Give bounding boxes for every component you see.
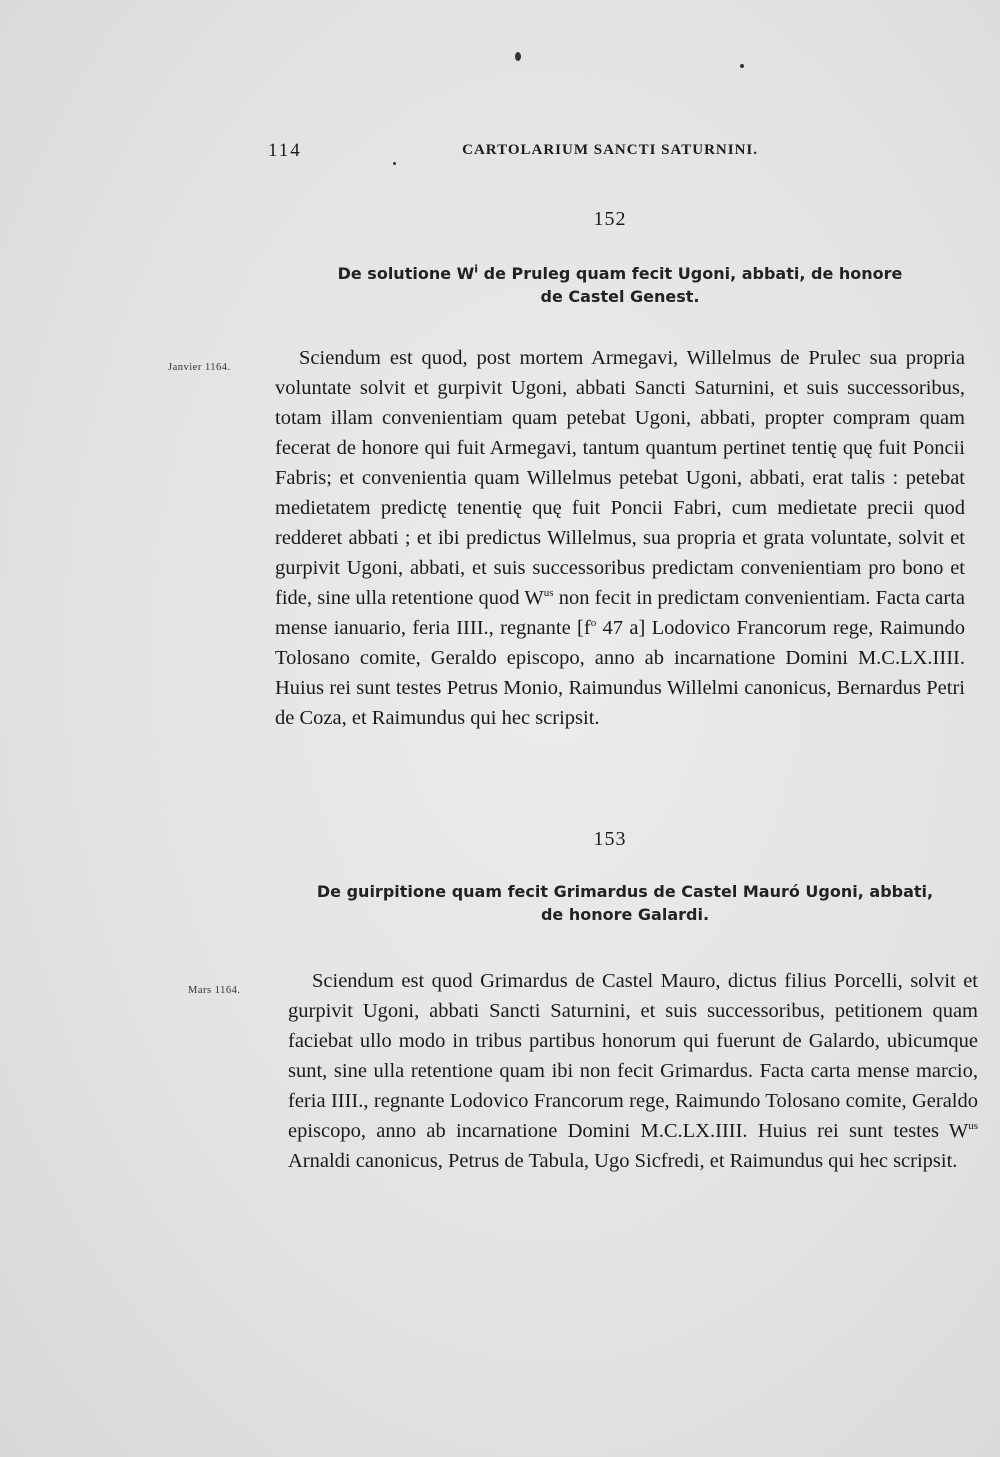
charter-title-line: de honore Galardi.	[540, 905, 710, 924]
ink-speck	[740, 64, 744, 68]
margin-date: Mars 1164.	[188, 985, 241, 996]
running-title: CARTOLARIUM SANCTI SATURNINI.	[462, 142, 758, 158]
charter-title	[280, 880, 970, 926]
charter-number: 153	[593, 828, 627, 850]
charter-number: 152	[593, 208, 627, 230]
charter-title-line	[280, 262, 960, 285]
body-text: 47 a] Lodovico Francorum rege, Raimundo Tolosano comite, Geraldo episcopo, anno ab incarnatione Domini M.C.LX.IIII. Huius rei sunt testes Petrus Monio, Raimundus Willelmi canonicus, Bernardus Petri de Coza, et Raimundus qui hec scripsit.	[275, 617, 965, 729]
title-text: de Pruleg quam fecit Ugoni, abbati, de honore	[478, 264, 903, 283]
body-text: Sciendum est quod, post mortem Armegavi, Willelmus de Prulec sua propria voluntate solvit et gurpivit Ugoni, abbati Sancti Saturnini, et suis successoribus, totam illam convenientiam quam petebat Ugoni, abbati, propter compram quam fecerat de honore qui fuit Armegavi, tantum quantum pertinet tentię quę fuit Poncii Fabris; et convenientia quam Willelmus petebat Ugoni, abbati, erat talis : petebat medietatem predictę tenentię quę fuit Poncii Fabri, cum medietate precii quod redderet abbati ; et ibi predictus Willelmus, sua propria et grata voluntate, solvit et gurpivit Ugoni, abbati, et suis successoribus predictam convenientiam pro bono et fide, sine ulla retentione quod W	[275, 347, 965, 609]
body-superscript: us	[543, 587, 554, 600]
body-text: Sciendum est quod Grimardus de Castel Mauro, dictus filius Porcelli, solvit et gurpivit Ugoni, abbati Sancti Saturnini, et suis successoribus, petitionem quam faciebat ullo modo in tribus partibus honorum qui fuerunt de Galardo, ubicumque sunt, sine ulla retentione quam ibi non fecit Grimardus. Facta carta mense marcio, feria IIII., regnante Lodovico Francorum rege, Raimundo Tolosano comite, Geraldo episcopo, anno ab incarnatione Domini M.C.LX.IIII. Huius rei sunt testes W	[288, 970, 978, 1142]
body-text: non fecit in predictam convenientiam. Facta carta mense ianuario, feria IIII., regnante [f	[275, 587, 965, 639]
charter-title	[280, 262, 960, 308]
margin-date: Janvier 1164.	[168, 362, 231, 373]
body-superscript: us	[968, 1120, 978, 1133]
charter-body	[288, 966, 978, 1176]
title-superscript: i	[474, 262, 479, 276]
charter-title-line: de Castel Genest.	[540, 287, 700, 306]
charter-title-line: De guirpitione quam fecit Grimardus de Castel Mauró Ugoni, abbati,	[316, 882, 934, 901]
running-head	[268, 140, 758, 170]
page-number: 114	[268, 140, 302, 161]
title-text: De solutione W	[337, 264, 475, 283]
body-superscript: o	[590, 617, 597, 630]
charter-body	[275, 343, 965, 733]
body-text: Arnaldi canonicus, Petrus de Tabula, Ugo Sicfredi, et Raimundus qui hec scripsit.	[288, 1150, 958, 1172]
ink-speck	[515, 52, 521, 61]
